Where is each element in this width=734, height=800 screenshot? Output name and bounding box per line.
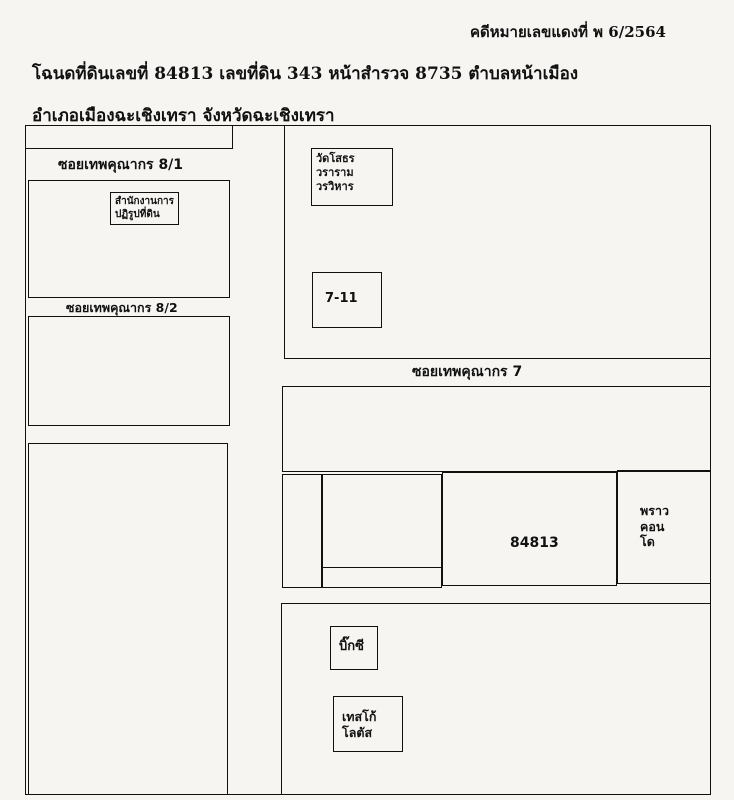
- block-parcel: [442, 472, 617, 586]
- seven-eleven-label: 7-11: [312, 272, 382, 328]
- parcel-number-label: 84813: [510, 535, 559, 551]
- block-north-row: [282, 386, 711, 472]
- road-label-soi-8-1: ซอยเทพคุณากร 8/1: [58, 157, 184, 173]
- wat-sothorn-label: วัดโสธร วราราม วรวิหาร: [311, 148, 393, 206]
- block-west-strip: [322, 567, 442, 588]
- big-c-label: บิ๊กซี: [330, 626, 378, 670]
- road-label-soi-7: ซอยเทพคุณากร 7: [412, 364, 523, 380]
- block-small-west: [282, 474, 322, 588]
- block-left-top: [25, 125, 233, 149]
- tesco-lotus-label: เทสโก้ โลตัส: [333, 696, 403, 752]
- deed-title-line-1: โฉนดที่ดินเลขที่ 84813 เลขที่ดิน 343 หน้าสำรวจ 8735 ตำบลหน้าเมือง: [32, 64, 579, 84]
- block-left-middle: [28, 316, 230, 426]
- deed-title-line-2: อำเภอเมืองฉะเชิงเทรา จังหวัดฉะเชิงเทรา: [32, 106, 335, 126]
- condo-label: พราว คอน โด: [640, 503, 669, 550]
- case-number: คดีหมายเลขแดงที่ พ 6/2564: [470, 23, 666, 41]
- land-reform-office-label: สำนักงานการ ปฏิรูปที่ดิน: [110, 192, 179, 225]
- road-label-soi-8-2: ซอยเทพคุณากร 8/2: [66, 300, 178, 315]
- block-left-bottom: [28, 443, 228, 795]
- block-west-plot: [322, 474, 442, 568]
